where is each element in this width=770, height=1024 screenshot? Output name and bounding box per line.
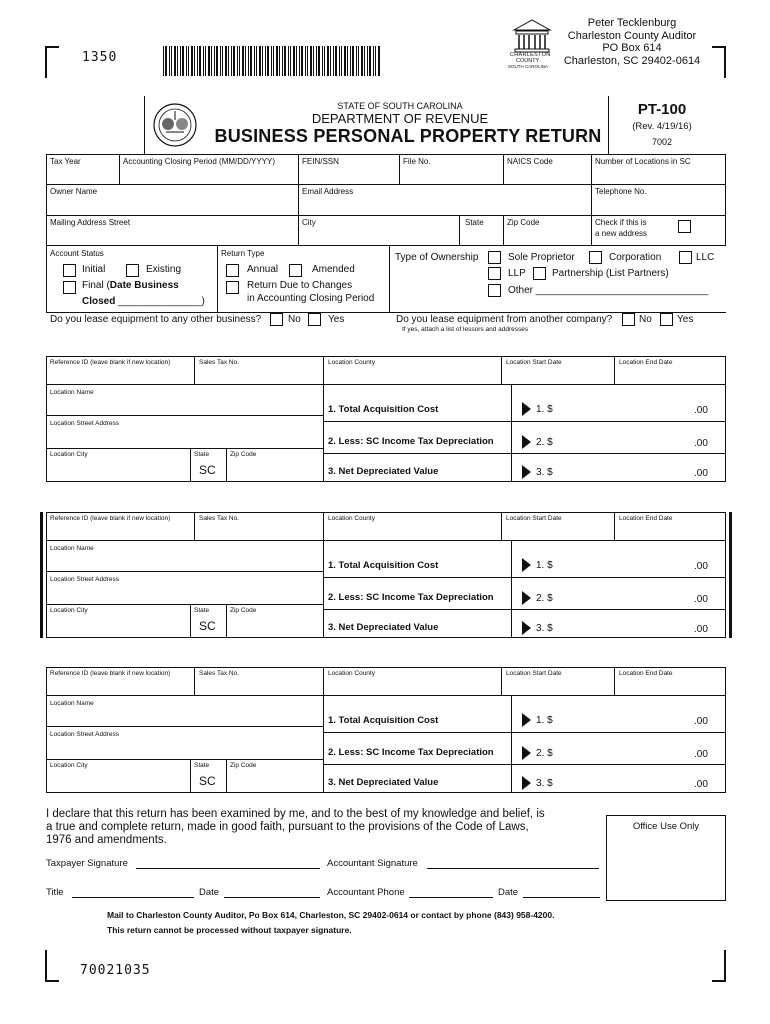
date-label-2: Date — [498, 887, 519, 898]
sales-tax-field[interactable]: Sales Tax No. — [199, 359, 239, 366]
barcode-bar — [180, 46, 181, 76]
location-block-2 — [46, 512, 726, 638]
total-acquisition-label: 1. Total Acquisition Cost — [328, 715, 439, 726]
barcode-bar — [220, 46, 221, 76]
account-status-label: Account Status — [50, 249, 104, 258]
barcode-bar — [316, 46, 317, 76]
corner-mark-bottom-right — [712, 950, 726, 982]
barcode-bar — [208, 46, 210, 76]
department-name: DEPARTMENT OF REVENUE — [311, 111, 489, 126]
barcode-bar — [358, 46, 359, 76]
date-line-1[interactable] — [224, 897, 320, 898]
taxpayer-signature-line[interactable] — [136, 868, 320, 869]
net-value-label: 3. Net Depreciated Value — [328, 777, 439, 788]
barcode-bar — [259, 46, 261, 76]
accountant-phone-label: Accountant Phone — [327, 887, 405, 898]
closed-label — [82, 296, 205, 307]
declaration-text — [46, 808, 606, 847]
barcode-bar — [194, 46, 195, 76]
barcode-bar — [347, 46, 348, 76]
barcode-bar — [301, 46, 303, 76]
barcode-bar — [282, 46, 283, 76]
barcode-bar — [375, 46, 376, 76]
locations-count-field[interactable]: Number of Locations in SC — [595, 157, 691, 166]
final-label — [82, 280, 179, 291]
depreciation-label: 2. Less: SC Income Tax Depreciation — [328, 592, 494, 603]
total-acquisition-label: 1. Total Acquisition Cost — [328, 560, 439, 571]
location-name-field[interactable]: Location Name — [50, 545, 94, 552]
location-city-field[interactable]: Location City — [50, 607, 88, 614]
barcode-bar — [248, 46, 249, 76]
barcode-bar — [367, 46, 368, 76]
barcode-bar — [171, 46, 172, 76]
return-due-checkbox[interactable] — [226, 281, 239, 294]
net-value-amount[interactable]: 3. $ — [536, 778, 553, 789]
barcode-bar — [256, 46, 257, 76]
sole-proprietor-label: Sole Proprietor — [508, 252, 575, 263]
barcode-bar — [211, 46, 212, 76]
mail-to-instructions: Mail to Charleston County Auditor, Po Box 614, Charleston, SC 29402-0614 or contact by phone (843) 958-4200. — [107, 910, 555, 920]
new-address-label-2: a new address — [595, 229, 648, 238]
lease-to-yes-label: Yes — [328, 314, 345, 325]
naics-field[interactable]: NAICS Code — [507, 157, 553, 166]
barcode-bar — [333, 46, 334, 76]
depreciation-amount[interactable]: 2. $ — [536, 748, 553, 759]
mailing-address-field[interactable]: Mailing Address Street — [50, 218, 131, 227]
barcode-bar — [339, 46, 340, 76]
closing-period-field[interactable]: Accounting Closing Period (MM/DD/YYYY) — [123, 157, 276, 166]
start-date-field[interactable]: Location Start Date — [506, 515, 562, 522]
depreciation-label: 2. Less: SC Income Tax Depreciation — [328, 747, 494, 758]
email-field[interactable]: Email Address — [302, 187, 354, 196]
cents-3: .00 — [694, 624, 708, 635]
existing-checkbox[interactable] — [126, 264, 139, 277]
state-seal-icon — [152, 102, 198, 148]
form-revision: (Rev. 4/19/16) — [632, 121, 692, 132]
location-zip-field[interactable]: Zip Code — [230, 762, 257, 769]
net-value-amount[interactable]: 3. $ — [536, 623, 553, 634]
barcode-bar — [242, 46, 244, 76]
barcode-bar — [250, 46, 252, 76]
declaration-line-3: 1976 and amendments. — [46, 834, 167, 846]
cents-1: .00 — [694, 716, 708, 727]
barcode-bar — [335, 46, 337, 76]
barcode-bar — [225, 46, 227, 76]
barcode-bar — [271, 46, 272, 76]
location-name-field[interactable]: Location Name — [50, 389, 94, 396]
barcode-bar — [165, 46, 167, 76]
return-due-label-1: Return Due to Changes — [247, 280, 353, 291]
start-date-field[interactable]: Location Start Date — [506, 359, 562, 366]
form-id: 7002 — [651, 137, 673, 147]
barcode-bar — [361, 46, 363, 76]
barcode-bar — [350, 46, 351, 76]
arrow-icon — [522, 713, 531, 727]
ref-id-field[interactable]: Reference ID (leave blank if new location) — [50, 359, 171, 366]
location-block-2-right-bar — [729, 512, 732, 638]
barcode-bar — [214, 46, 215, 76]
location-street-field[interactable]: Location Street Address — [50, 576, 120, 583]
lease-to-no-checkbox[interactable] — [270, 313, 283, 326]
arrow-icon — [522, 435, 531, 449]
corporation-checkbox[interactable] — [589, 251, 602, 264]
location-street-field[interactable]: Location Street Address — [50, 420, 120, 427]
cents-3: .00 — [694, 468, 708, 479]
arrow-icon — [522, 465, 531, 479]
barcode — [163, 46, 383, 76]
barcode-bar — [324, 46, 325, 76]
barcode-bar — [222, 46, 223, 76]
llp-label: LLP — [508, 268, 526, 279]
location-zip-field[interactable]: Zip Code — [230, 607, 257, 614]
closed-line: _______________) — [118, 296, 205, 307]
barcode-bar — [245, 46, 246, 76]
barcode-bar — [237, 46, 238, 76]
barcode-bar — [273, 46, 274, 76]
location-block-3 — [46, 667, 726, 793]
barcode-bar — [199, 46, 201, 76]
total-acquisition-amount[interactable]: 1. $ — [536, 404, 553, 415]
barcode-bar — [205, 46, 206, 76]
ownership-label: Type of Ownership — [395, 252, 479, 263]
initial-checkbox[interactable] — [63, 264, 76, 277]
location-state-value: SC — [199, 463, 216, 477]
barcode-bar — [203, 46, 204, 76]
total-acquisition-amount[interactable]: 1. $ — [536, 715, 553, 726]
corner-mark-top-right — [712, 46, 726, 78]
lease-note: If yes, attach a list of lessors and addresses — [402, 326, 529, 333]
barcode-bar — [284, 46, 286, 76]
barcode-bar — [169, 46, 170, 76]
new-address-checkbox[interactable] — [678, 220, 691, 233]
partnership-label: Partnership (List Partners) — [552, 268, 669, 279]
barcode-bar — [216, 46, 218, 76]
barcode-bar — [262, 46, 263, 76]
barcode-bar — [364, 46, 365, 76]
sales-tax-field[interactable]: Sales Tax No. — [199, 670, 239, 677]
cents-3: .00 — [694, 779, 708, 790]
form-number: PT-100 — [637, 101, 687, 118]
corner-mark-bottom-left — [45, 950, 59, 982]
barcode-bar — [330, 46, 331, 76]
barcode-bar — [197, 46, 198, 76]
barcode-bar — [369, 46, 371, 76]
accountant-signature-line[interactable] — [427, 868, 599, 869]
barcode-bar — [307, 46, 308, 76]
barcode-bar — [163, 46, 164, 76]
barcode-bar — [276, 46, 278, 76]
taxpayer-signature-label: Taxpayer Signature — [46, 858, 128, 869]
start-date-field[interactable]: Location Start Date — [506, 670, 562, 677]
cents-2: .00 — [694, 438, 708, 449]
barcode-bar — [177, 46, 178, 76]
barcode-bar — [182, 46, 184, 76]
date-line-2[interactable] — [523, 897, 600, 898]
barcode-bar — [373, 46, 374, 76]
depreciation-amount[interactable]: 2. $ — [536, 593, 553, 604]
lease-to-question: Do you lease equipment to any other business? — [50, 314, 262, 325]
location-block-2-left-bar — [40, 512, 43, 638]
seal-text-1: CHARLESTON — [510, 52, 551, 58]
existing-label: Existing — [146, 264, 182, 275]
barcode-bar — [293, 46, 295, 76]
barcode-bar — [174, 46, 176, 76]
declaration-line-1: I declare that this return has been examined by me, and to the best of my knowledge and belief, is — [46, 808, 545, 820]
total-acquisition-label: 1. Total Acquisition Cost — [328, 404, 439, 415]
barcode-bar — [299, 46, 300, 76]
office-use-box — [606, 815, 726, 901]
annual-checkbox[interactable] — [226, 264, 239, 277]
tax-year-field[interactable]: Tax Year — [50, 157, 81, 166]
auditor-block — [556, 17, 708, 67]
llp-checkbox[interactable] — [488, 267, 501, 280]
auditor-name: Peter Tecklenburg — [587, 17, 677, 29]
barcode-bar — [322, 46, 323, 76]
title-line[interactable] — [72, 897, 194, 898]
return-type-label: Return Type — [221, 249, 265, 258]
state-field[interactable]: State — [465, 218, 484, 227]
annual-label: Annual — [247, 264, 279, 275]
location-state-value: SC — [199, 619, 216, 633]
city-field[interactable]: City — [302, 218, 316, 227]
return-due-label-2: in Accounting Closing Period — [247, 293, 375, 304]
location-city-field[interactable]: Location City — [50, 451, 88, 458]
signature-warning: This return cannot be processed without taxpayer signature. — [107, 925, 352, 935]
arrow-icon — [522, 776, 531, 790]
barcode-bar — [356, 46, 357, 76]
zip-field[interactable]: Zip Code — [507, 218, 540, 227]
accountant-phone-line[interactable] — [409, 897, 493, 898]
barcode-bar — [233, 46, 235, 76]
barcode-bar — [265, 46, 266, 76]
fein-field[interactable]: FEIN/SSN — [302, 157, 339, 166]
barcode-bar — [305, 46, 306, 76]
new-address-label-1: Check if this is — [595, 218, 647, 227]
declaration-line-2: a true and complete return, made in good faith, pursuant to the provisions of the Code of Laws, — [46, 821, 529, 833]
location-zip-field[interactable]: Zip Code — [230, 451, 257, 458]
office-use-label: Office Use Only — [632, 821, 700, 832]
ref-id-field[interactable]: Reference ID (leave blank if new location) — [50, 670, 171, 677]
end-date-field[interactable]: Location End Date — [619, 515, 673, 522]
barcode-bar — [318, 46, 320, 76]
depreciation-amount[interactable]: 2. $ — [536, 437, 553, 448]
lease-from-no-label: No — [639, 314, 652, 325]
barcode-bar — [310, 46, 312, 76]
corporation-label: Corporation — [609, 252, 662, 263]
barcode-bar — [344, 46, 346, 76]
arrow-icon — [522, 591, 531, 605]
county-field[interactable]: Location County — [328, 670, 375, 677]
final-bold: Date Business — [109, 280, 179, 291]
net-value-label: 3. Net Depreciated Value — [328, 622, 439, 633]
lease-from-yes-checkbox[interactable] — [660, 313, 673, 326]
county-field[interactable]: Location County — [328, 359, 375, 366]
title-divider-left — [144, 96, 145, 154]
location-state-label: State — [194, 762, 210, 769]
net-value-label: 3. Net Depreciated Value — [328, 466, 439, 477]
barcode-bar — [290, 46, 291, 76]
other-checkbox[interactable] — [488, 284, 501, 297]
amended-label: Amended — [312, 264, 355, 275]
end-date-field[interactable]: Location End Date — [619, 670, 673, 677]
seal-text-3: SOUTH CAROLINA — [508, 64, 549, 69]
telephone-field[interactable]: Telephone No. — [595, 187, 647, 196]
form-title: BUSINESS PERSONAL PROPERTY RETURN — [214, 126, 602, 146]
barcode-bar — [296, 46, 297, 76]
amended-checkbox[interactable] — [289, 264, 302, 277]
initial-label: Initial — [82, 264, 106, 275]
end-date-field[interactable]: Location End Date — [619, 359, 673, 366]
date-label-1: Date — [199, 887, 220, 898]
cents-1: .00 — [694, 561, 708, 572]
arrow-icon — [522, 621, 531, 635]
other-label[interactable]: Other _______________________________ — [508, 285, 709, 296]
accountant-signature-label: Accountant Signature — [327, 858, 418, 869]
barcode-bar — [228, 46, 229, 76]
sole-proprietor-checkbox[interactable] — [488, 251, 501, 264]
barcode-bar — [186, 46, 187, 76]
location-state-value: SC — [199, 774, 216, 788]
barcode-bar — [378, 46, 380, 76]
barcode-bar — [288, 46, 289, 76]
barcode-bar — [313, 46, 314, 76]
title-divider-right — [608, 96, 609, 154]
corner-mark-top-left — [45, 46, 59, 78]
barcode-bar — [352, 46, 354, 76]
lease-from-question: Do you lease equipment from another company? — [396, 314, 613, 325]
location-state-label: State — [194, 607, 210, 614]
cents-1: .00 — [694, 405, 708, 416]
lease-to-yes-checkbox[interactable] — [308, 313, 321, 326]
barcode-bar — [191, 46, 193, 76]
title-label: Title — [46, 887, 64, 898]
auditor-box: PO Box 614 — [602, 42, 662, 54]
depreciation-label: 2. Less: SC Income Tax Depreciation — [328, 436, 494, 447]
lease-from-no-checkbox[interactable] — [622, 313, 635, 326]
arrow-icon — [522, 402, 531, 416]
barcode-bar — [239, 46, 240, 76]
arrow-icon — [522, 558, 531, 572]
seal-text-2: COUNTY — [516, 58, 540, 64]
form-code-top: 1350 — [82, 50, 118, 65]
closed-bold: Closed — [82, 296, 116, 307]
barcode-bar — [231, 46, 232, 76]
location-street-field[interactable]: Location Street Address — [50, 731, 120, 738]
llc-label: LLC — [696, 252, 715, 263]
sales-tax-field[interactable]: Sales Tax No. — [199, 515, 239, 522]
net-value-amount[interactable]: 3. $ — [536, 467, 553, 478]
ref-id-field[interactable]: Reference ID (leave blank if new location) — [50, 515, 171, 522]
final-checkbox[interactable] — [63, 281, 76, 294]
lease-to-no-label: No — [288, 314, 301, 325]
cents-2: .00 — [694, 594, 708, 605]
location-city-field[interactable]: Location City — [50, 762, 88, 769]
barcode-bar — [327, 46, 329, 76]
partnership-checkbox[interactable] — [533, 267, 546, 280]
cents-2: .00 — [694, 749, 708, 760]
barcode-bar — [188, 46, 189, 76]
state-name: STATE OF SOUTH CAROLINA — [337, 101, 463, 111]
county-field[interactable]: Location County — [328, 515, 375, 522]
llc-checkbox[interactable] — [679, 251, 692, 264]
arrow-icon — [522, 746, 531, 760]
location-state-label: State — [194, 451, 210, 458]
lease-from-yes-label: Yes — [677, 314, 694, 325]
barcode-bar — [267, 46, 269, 76]
barcode-bar — [254, 46, 255, 76]
barcode-bar — [341, 46, 342, 76]
owner-name-field[interactable]: Owner Name — [50, 187, 98, 196]
file-no-field[interactable]: File No. — [403, 157, 431, 166]
final-prefix: Final ( — [82, 280, 110, 291]
form-code-bottom: 70021035 — [80, 963, 151, 978]
auditor-city: Charleston, SC 29402-0614 — [563, 54, 701, 67]
auditor-title: Charleston County Auditor — [567, 29, 697, 42]
barcode-bar — [279, 46, 280, 76]
location-name-field[interactable]: Location Name — [50, 700, 94, 707]
location-block-1 — [46, 356, 726, 482]
total-acquisition-amount[interactable]: 1. $ — [536, 560, 553, 571]
